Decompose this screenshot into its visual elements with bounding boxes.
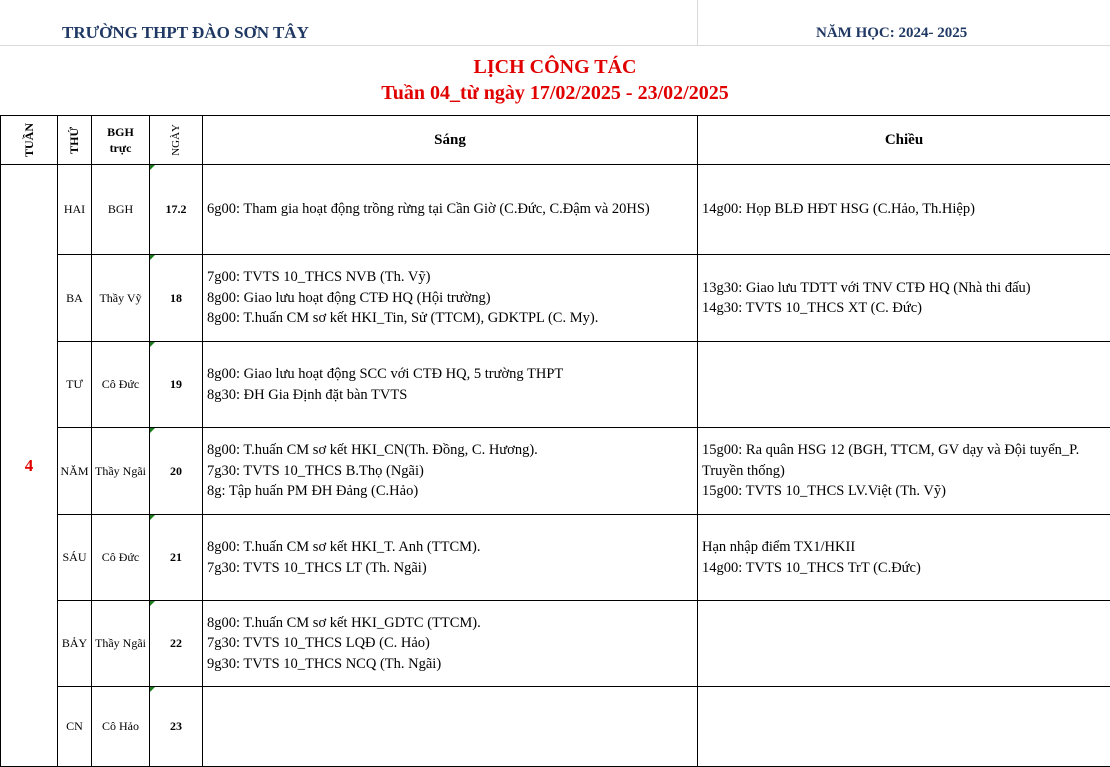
bgh-cell: Thầy Ngãi (92, 601, 150, 687)
cell-note-marker (150, 428, 155, 433)
date-cell: 18 (150, 255, 203, 342)
cell-note-marker (150, 515, 155, 520)
day-cell: NĂM (58, 428, 92, 515)
bgh-cell: Cô Đức (92, 515, 150, 601)
col-header-date: NGÀY (150, 116, 203, 165)
col-header-afternoon: Chiều (698, 116, 1110, 165)
day-cell: HAI (58, 165, 92, 255)
cell-note-marker (150, 165, 155, 170)
morning-cell: 8g00: T.huấn CM sơ kết HKI_CN(Th. Đồng, C. Hương). 7g30: TVTS 10_THCS B.Thọ (Ngãi) 8g: Tập huấn PM ĐH Đảng (C.Hảo) (203, 428, 698, 515)
morning-cell (203, 687, 698, 767)
cell-note-marker (150, 601, 155, 606)
col-header-bgh: BGH trực (92, 116, 150, 165)
date-cell: 20 (150, 428, 203, 515)
day-cell: TƯ (58, 342, 92, 428)
cell-note-marker (150, 687, 155, 692)
page-title: LỊCH CÔNG TÁC (0, 56, 1110, 79)
date-cell: 23 (150, 687, 203, 767)
afternoon-cell: 14g00: Họp BLĐ HĐT HSG (C.Hảo, Th.Hiệp) (698, 165, 1110, 255)
afternoon-cell: 15g00: Ra quân HSG 12 (BGH, TTCM, GV dạy và Đội tuyển_P. Truyền thống) 15g00: TVTS 10_THCS LV.Việt (Th. Vỹ) (698, 428, 1110, 515)
day-cell: BẢY (58, 601, 92, 687)
col-header-day: THỨ (58, 116, 92, 165)
bgh-cell: Cô Hảo (92, 687, 150, 767)
morning-cell: 8g00: T.huấn CM sơ kết HKI_GDTC (TTCM). 7g30: TVTS 10_THCS LQĐ (C. Hảo) 9g30: TVTS 10_THCS NCQ (Th. Ngãi) (203, 601, 698, 687)
school-name: TRƯỜNG THPT ĐÀO SƠN TÂY (62, 23, 309, 43)
afternoon-cell (698, 601, 1110, 687)
day-cell: CN (58, 687, 92, 767)
bgh-cell: Thầy Vỹ (92, 255, 150, 342)
school-year: NĂM HỌC: 2024- 2025 (816, 25, 967, 42)
day-cell: SÁU (58, 515, 92, 601)
schedule-table (0, 115, 1110, 767)
table-header-row (1, 116, 1110, 165)
table-row (1, 165, 1110, 255)
page-subtitle: Tuần 04_từ ngày 17/02/2025 - 23/02/2025 (0, 82, 1110, 105)
table-row (1, 342, 1110, 428)
afternoon-cell: Hạn nhập điểm TX1/HKII 14g00: TVTS 10_THCS TrT (C.Đức) (698, 515, 1110, 601)
date-cell: 21 (150, 515, 203, 601)
bgh-cell: Cô Đức (92, 342, 150, 428)
table-row (1, 687, 1110, 767)
col-header-week: TUẦN (1, 116, 58, 165)
week-number: 4 (1, 165, 58, 767)
morning-cell: 8g00: T.huấn CM sơ kết HKI_T. Anh (TTCM). 7g30: TVTS 10_THCS LT (Th. Ngãi) (203, 515, 698, 601)
morning-cell: 7g00: TVTS 10_THCS NVB (Th. Vỹ) 8g00: Giao lưu hoạt động CTĐ HQ (Hội trường) 8g00: T.huấn CM sơ kết HKI_Tin, Sử (TTCM), GDKTPL (C. My). (203, 255, 698, 342)
date-cell: 19 (150, 342, 203, 428)
day-cell: BA (58, 255, 92, 342)
cell-note-marker (150, 342, 155, 347)
gridline (0, 45, 1110, 46)
table-row (1, 515, 1110, 601)
table-row (1, 255, 1110, 342)
morning-cell: 6g00: Tham gia hoạt động trồng rừng tại Cần Giờ (C.Đức, C.Đậm và 20HS) (203, 165, 698, 255)
table-row (1, 601, 1110, 687)
date-cell: 17.2 (150, 165, 203, 255)
afternoon-cell (698, 687, 1110, 767)
cell-note-marker (150, 255, 155, 260)
morning-cell: 8g00: Giao lưu hoạt động SCC với CTĐ HQ, 5 trường THPT 8g30: ĐH Gia Định đặt bàn TVTS (203, 342, 698, 428)
date-cell: 22 (150, 601, 203, 687)
bgh-cell: Thầy Ngãi (92, 428, 150, 515)
afternoon-cell: 13g30: Giao lưu TDTT với TNV CTĐ HQ (Nhà thi đấu) 14g30: TVTS 10_THCS XT (C. Đức) (698, 255, 1110, 342)
afternoon-cell (698, 342, 1110, 428)
gridline (697, 0, 698, 45)
bgh-cell: BGH (92, 165, 150, 255)
col-header-morning: Sáng (203, 116, 698, 165)
table-row (1, 428, 1110, 515)
